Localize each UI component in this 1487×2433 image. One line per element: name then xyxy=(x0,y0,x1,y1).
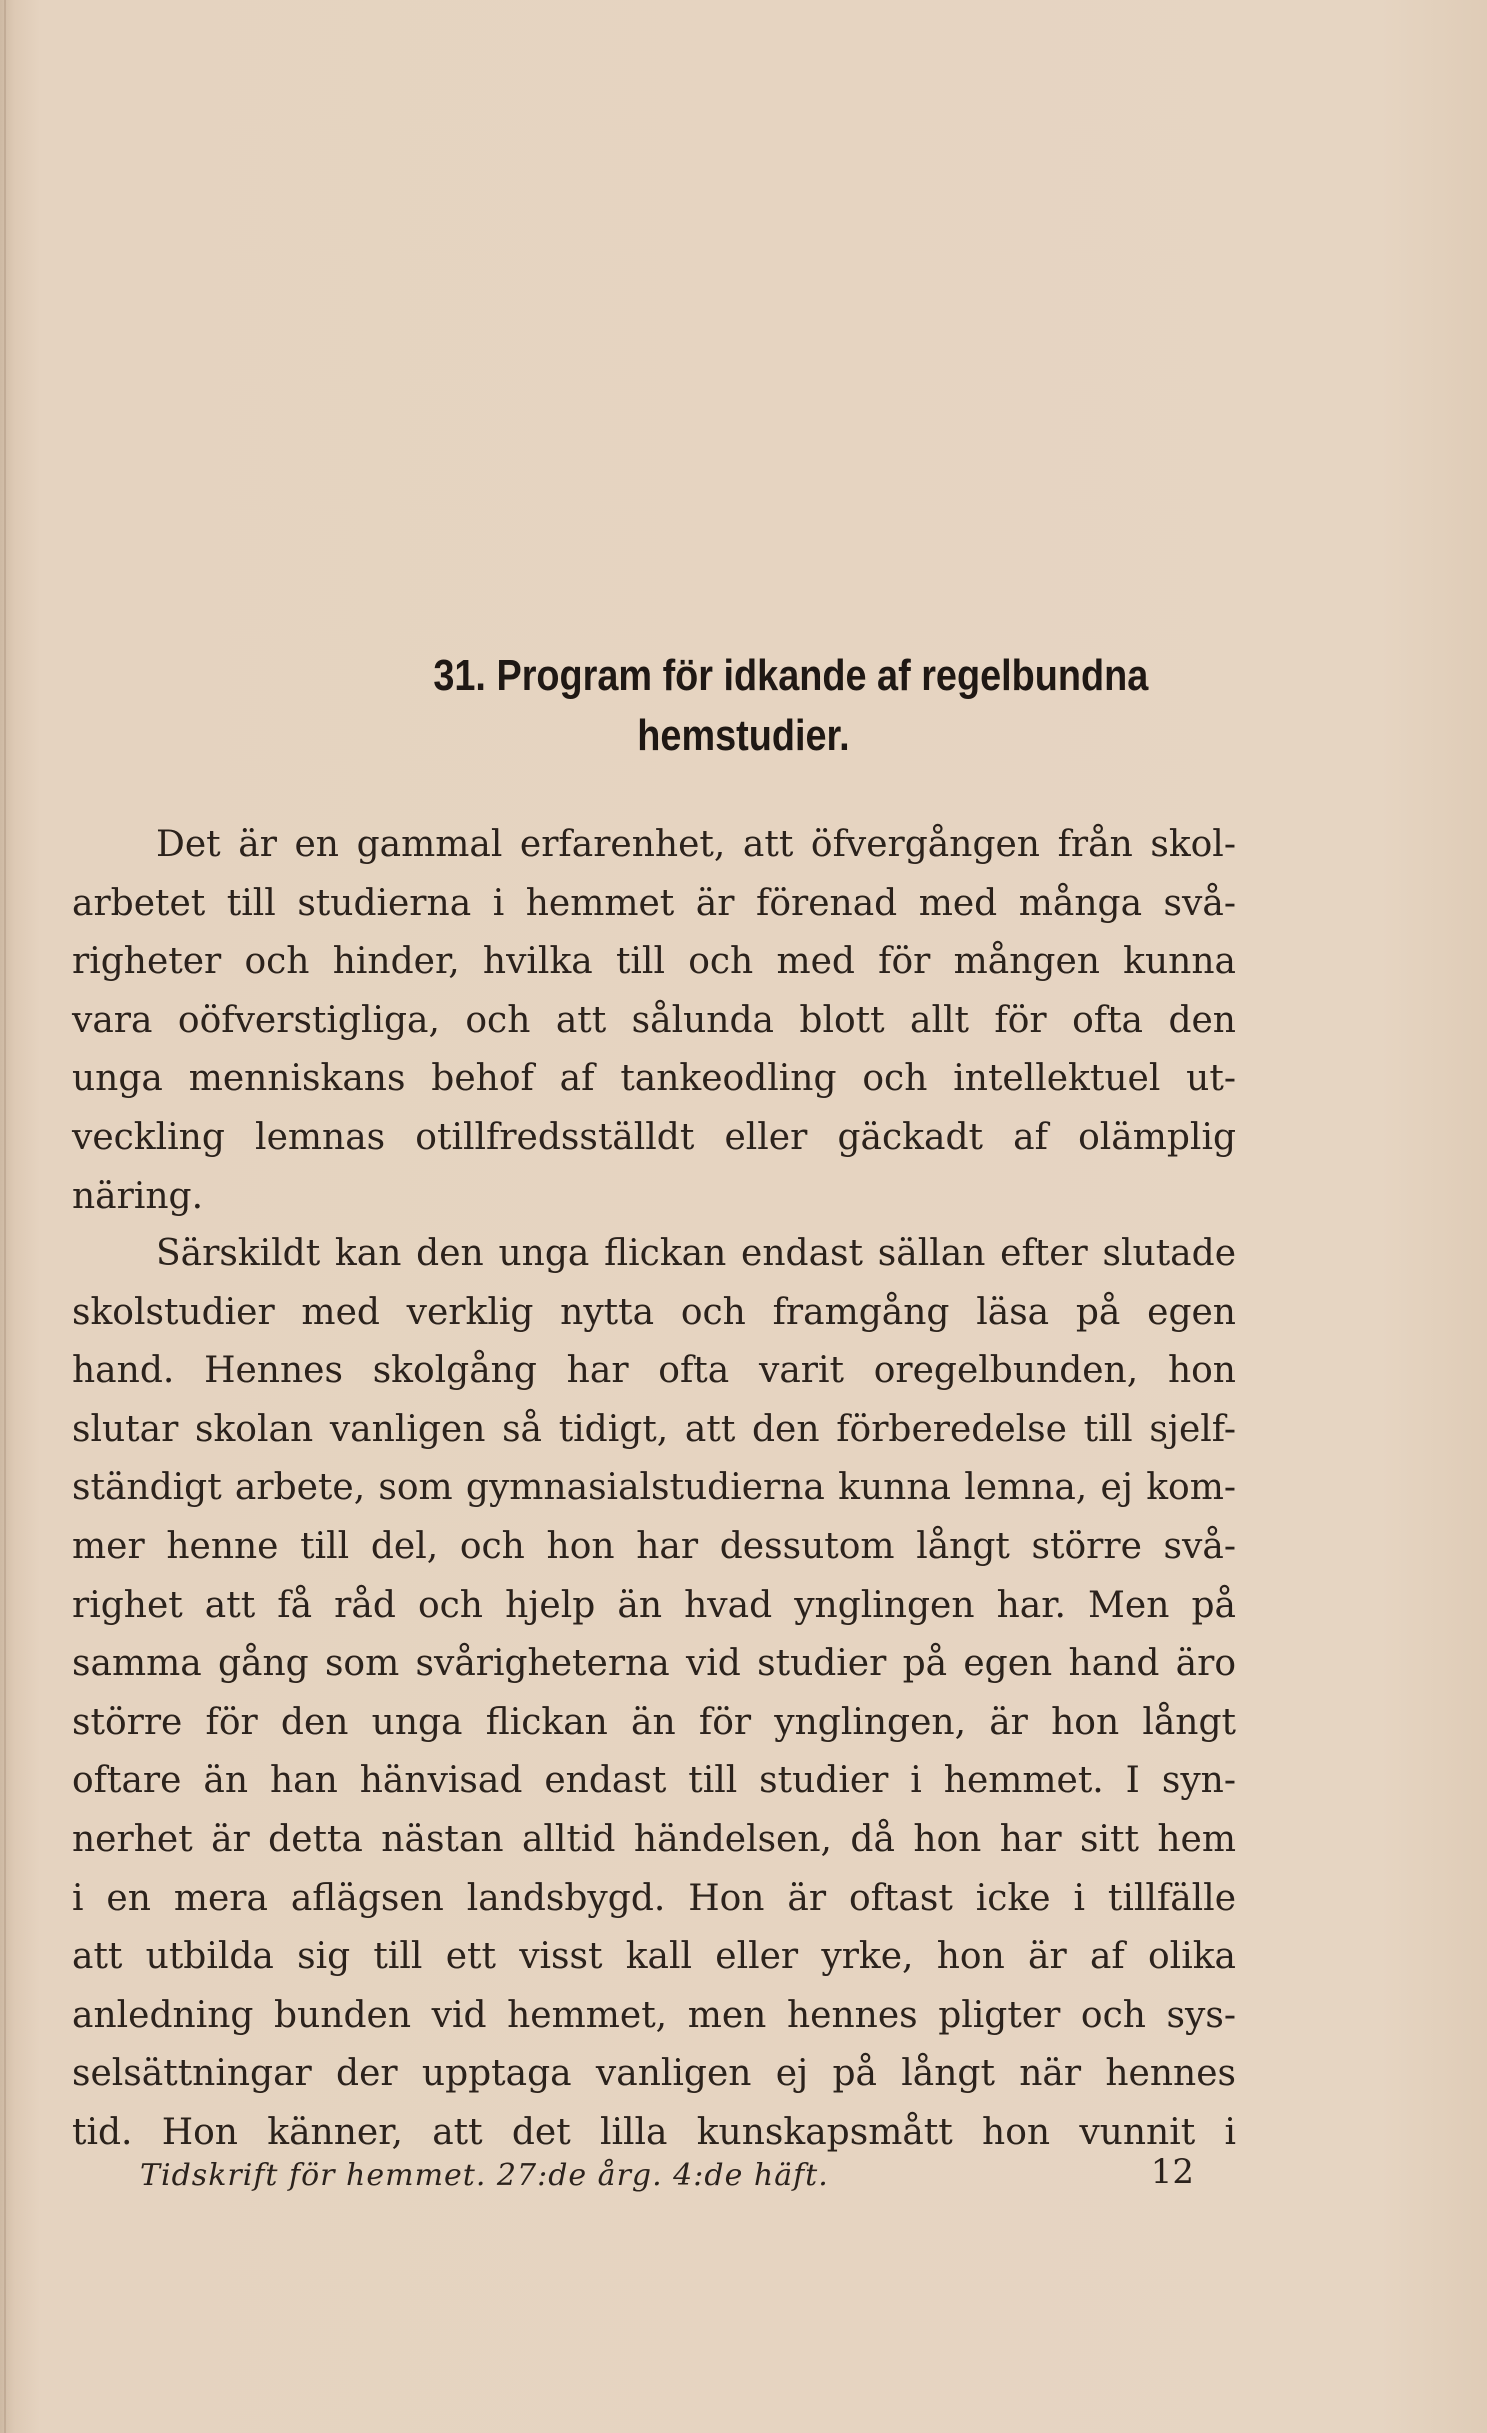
text-line: större för den unga flickan än för ynglingen, är hon långt xyxy=(72,1701,1236,1743)
text-line: i en mera aflägsen landsbygd. Hon är oftast icke i tillfälle xyxy=(72,1877,1236,1919)
text-line: skolstudier med verklig nytta och framgång läsa på egen xyxy=(72,1291,1236,1333)
page-footer xyxy=(140,2152,1194,2202)
article-title-line-1: 31. Program för idkande af regelbundna xyxy=(433,651,1149,700)
text-line: ständigt arbete, som gymnasialstudierna kunna lemna, ej kom- xyxy=(72,1467,1236,1509)
text-line: slutar skolan vanligen så tidigt, att den förberedelse till sjelf- xyxy=(72,1408,1236,1450)
text-line: näring. xyxy=(72,1175,204,1217)
text-line: att utbilda sig till ett visst kall eller yrke, hon är af olika xyxy=(72,1936,1236,1978)
article-title-line-2: hemstudier. xyxy=(637,711,850,760)
text-line: veckling lemnas otillfredsställdt eller gäckadt af olämplig xyxy=(72,1116,1236,1158)
text-line: Särskildt kan den unga flickan endast sällan efter slutade xyxy=(156,1233,1236,1274)
paragraph-1 xyxy=(72,816,1236,1226)
text-line: Det är en gammal erfarenhet, att öfvergången från skol- xyxy=(156,824,1236,865)
text-line: samma gång som svårigheterna vid studier på egen hand äro xyxy=(72,1643,1236,1685)
text-line: nerhet är detta nästan alltid händelsen, då hon har sitt hem xyxy=(72,1818,1236,1860)
journal-signature: Tidskrift för hemmet. 27:de årg. 4:de häft. xyxy=(140,2158,829,2193)
text-line: hand. Hennes skolgång har ofta varit oregelbunden, hon xyxy=(72,1350,1236,1392)
text-line: mer henne till del, och hon har dessutom långt större svå- xyxy=(72,1525,1236,1567)
text-line: unga menniskans behof af tankeodling och intellektuel ut- xyxy=(72,1058,1236,1100)
text-line: selsättningar der upptaga vanligen ej på långt när hennes xyxy=(72,2053,1236,2095)
text-line: vara oöfverstigliga, och att sålunda blott allt för ofta den xyxy=(72,999,1236,1041)
page-binding-edge xyxy=(4,0,6,2433)
article-title xyxy=(104,646,1383,766)
paragraph-2 xyxy=(72,1225,1236,2163)
text-line: tid. Hon känner, att det lilla kunskapsmått hon vunnit i xyxy=(72,2111,1236,2153)
text-line: righet att få råd och hjelp än hvad ynglingen har. Men på xyxy=(72,1584,1236,1626)
text-line: oftare än han hänvisad endast till studier i hemmet. I syn- xyxy=(72,1760,1236,1802)
text-line: arbetet till studierna i hemmet är förenad med många svå- xyxy=(72,882,1236,924)
text-line: anledning bunden vid hemmet, men hennes pligter och sys- xyxy=(72,1994,1236,2036)
page-number: 12 xyxy=(1150,2152,1194,2192)
text-line: righeter och hinder, hvilka till och med för mången kunna xyxy=(72,941,1236,983)
